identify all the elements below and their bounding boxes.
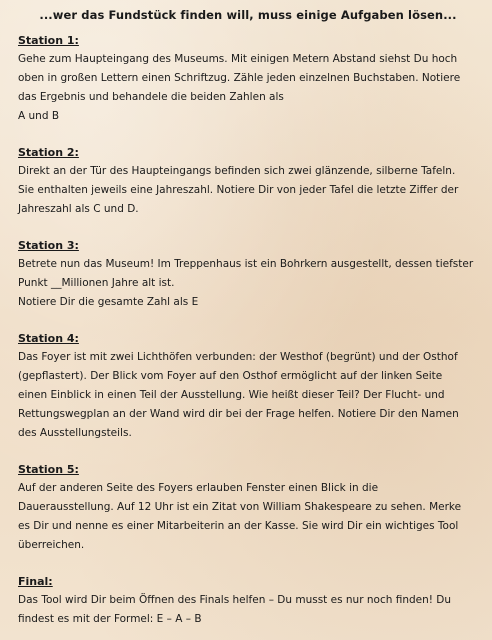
- station-2: [18, 146, 478, 219]
- station-text: [18, 162, 478, 219]
- text-line: es Dir und nenne es einer Mitarbeiterin an der Kasse. Sie wird Dir ein wichtiges Tool: [18, 520, 459, 532]
- station-5: [18, 463, 478, 555]
- text-line: oben in großen Lettern einen Schriftzug. Zähle jeden einzelnen Buchstaben. Notiere: [18, 72, 461, 84]
- text-line: Sie enthalten jeweils eine Jahreszahl. Notiere Dir von jeder Tafel die letzte Ziffer der: [18, 184, 459, 196]
- text-line: Rettungswegplan an der Wand wird dir bei der Frage helfen. Notiere Dir den Namen: [18, 408, 459, 420]
- station-title: Station 2:: [18, 146, 79, 159]
- text-line: Dauerausstellung. Auf 12 Uhr ist ein Zitat von William Shakespeare zu sehen. Merke: [18, 501, 462, 513]
- text-line: Direkt an der Tür des Haupteingangs befinden sich zwei glänzende, silberne Tafeln.: [18, 165, 456, 177]
- text-line: überreichen.: [18, 539, 85, 551]
- station-text: [18, 50, 478, 126]
- text-line: Gehe zum Haupteingang des Museums. Mit einigen Metern Abstand siehst Du hoch: [18, 53, 458, 65]
- station-4: [18, 332, 478, 443]
- station-final: [18, 575, 478, 629]
- text-line: (gepflastert). Der Blick vom Foyer auf den Osthof ermöglicht auf der linken Seite: [18, 370, 443, 382]
- text-line: Notiere Dir die gesamte Zahl als E: [18, 296, 199, 308]
- station-title: Station 5:: [18, 463, 79, 476]
- text-line: Auf der anderen Seite des Foyers erlauben Fenster einen Blick in die: [18, 482, 379, 494]
- station-title: Station 3:: [18, 239, 79, 252]
- text-line: findest es mit der Formel: E – A – B: [18, 613, 202, 625]
- text-line: des Ausstellungsteils.: [18, 427, 132, 439]
- text-line: Das Tool wird Dir beim Öffnen des Finals helfen – Du musst es nur noch finden! Du: [18, 594, 452, 606]
- text-line: Betrete nun das Museum! Im Treppenhaus ist ein Bohrkern ausgestellt, dessen tiefster: [18, 258, 474, 270]
- station-title: Station 1:: [18, 34, 79, 47]
- text-line: A und B: [18, 110, 60, 122]
- station-text: [18, 479, 478, 555]
- page-heading: ...wer das Fundstück finden will, muss einige Aufgaben lösen...: [39, 8, 457, 22]
- station-3: [18, 239, 478, 312]
- text-line: Das Foyer ist mit zwei Lichthöfen verbunden: der Westhof (begrünt) und der Osthof: [18, 351, 458, 363]
- station-title: Station 4:: [18, 332, 79, 345]
- station-text: [18, 591, 478, 629]
- text-line: das Ergebnis und behandele die beiden Zahlen als: [18, 91, 284, 103]
- station-title: Final:: [18, 575, 53, 588]
- text-line: einen Einblick in einen Teil der Ausstellung. Wie heißt dieser Teil? Der Flucht- und: [18, 389, 445, 401]
- text-line: Jahreszahl als C und D.: [18, 203, 139, 215]
- station-text: [18, 348, 478, 443]
- text-line: Punkt __Millionen Jahre alt ist.: [18, 277, 175, 289]
- station-text: [18, 255, 478, 312]
- station-1: [18, 34, 478, 126]
